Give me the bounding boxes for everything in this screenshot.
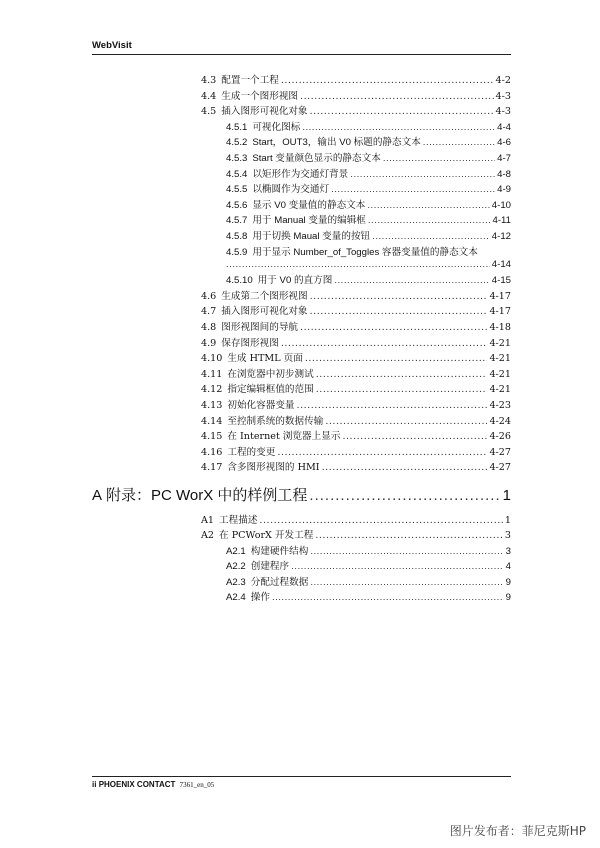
toc-entry-page: 4-21 (489, 337, 511, 349)
toc-leader-dots (305, 353, 488, 365)
header-rule (92, 54, 511, 55)
toc-entry-title: 分配过程数据 (250, 576, 309, 588)
toc-leader-dots (277, 447, 487, 459)
toc-entry-number: 4.5.9 (226, 246, 248, 258)
footer-company: PHOENIX CONTACT (98, 780, 176, 789)
toc-entry-title: 指定编辑框值的范围 (227, 384, 314, 396)
toc-entry-page: 4-2 (495, 75, 511, 86)
toc-entry-page: 4-4 (497, 121, 511, 133)
toc-entry[interactable] (201, 384, 511, 396)
toc-leader-dots (322, 462, 488, 474)
toc-entry-page: 4-9 (497, 184, 511, 196)
toc-entry[interactable] (226, 275, 511, 287)
appendix-page: 1 (502, 487, 511, 504)
toc-entry-page: 4-3 (495, 106, 511, 118)
toc-entry-number: A2 (201, 530, 215, 542)
toc-entry-number: 4.10 (201, 353, 223, 365)
toc-entry-title: 工程的变更 (227, 446, 276, 458)
toc-leader-dots (310, 106, 494, 118)
watermark: 图片发布者：菲尼克斯HP (449, 824, 586, 838)
toc-entry[interactable] (201, 291, 511, 303)
toc-entry[interactable] (226, 546, 511, 558)
toc-entry-number: 4.8 (201, 322, 217, 333)
toc-entry-title: 构建硬件结构 (250, 545, 309, 557)
toc-entry-title: 初始化容器变量 (227, 400, 295, 411)
footer-page-label: ii (92, 780, 97, 789)
toc-leader-dots (310, 291, 488, 303)
toc-entry-number: A2.4 (226, 592, 246, 603)
toc-entry-page: 4 (505, 561, 511, 573)
toc-entry-title: 在 PCWorX 开发工程 (219, 530, 314, 542)
toc-leader-dots (272, 592, 504, 604)
toc-entry[interactable] (201, 369, 511, 381)
toc-entry[interactable] (201, 91, 511, 103)
toc-entry-number: 4.5.8 (226, 231, 248, 242)
toc-entry-title: 至控制系统的数据传输 (227, 415, 324, 427)
toc-entry-title: 生成第二个图形视图 (221, 290, 308, 302)
toc-entry-page: 4-27 (489, 446, 511, 458)
toc-leader-dots (383, 153, 495, 165)
toc-entry-number: 4.17 (201, 462, 223, 474)
toc-entry-page: 4-23 (489, 400, 511, 411)
toc-entry[interactable] (226, 231, 511, 243)
toc-entry[interactable] (226, 122, 511, 134)
toc-entry-title: 在 Internet 浏览器上显示 (227, 431, 341, 443)
appendix-title: 附录：PC WorX 中的样例工程 (106, 487, 308, 504)
toc-leader-dots (226, 259, 490, 271)
toc-entry-title: 可视化图标 (252, 121, 301, 133)
toc-leader-dots (300, 91, 494, 103)
toc-entry-page: 4-7 (497, 153, 511, 164)
toc-entry-page: 4-24 (489, 415, 511, 427)
toc-entry-number: 4.4 (201, 90, 217, 102)
toc-entry-page: 4-21 (489, 368, 511, 380)
toc-entry-title: 用于 Manual 变量的编辑框 (252, 215, 366, 227)
toc-entry[interactable] (201, 338, 511, 350)
toc-leader-dots (372, 231, 490, 243)
toc-leader-dots (367, 200, 489, 212)
toc-entry-number: A1 (201, 515, 215, 526)
toc-entry-number: 4.12 (201, 384, 223, 396)
toc-entry[interactable] (226, 169, 511, 181)
toc-entry-number: 4.5.5 (226, 184, 248, 196)
toc-entry-title: 操作 (250, 592, 270, 603)
toc-leader-dots (368, 215, 491, 227)
toc-entry[interactable] (226, 592, 511, 604)
toc-entry-number: 4.5.6 (226, 199, 248, 211)
toc-entry[interactable] (226, 215, 511, 227)
toc-leader-dots (310, 546, 503, 558)
toc-entry-number: 4.5 (201, 106, 217, 118)
toc-entry-title: 创建程序 (250, 561, 290, 573)
toc-entry-title: 用于 V0 的直方图 (257, 275, 333, 287)
toc-leader-dots (423, 137, 495, 149)
toc-entry[interactable] (201, 322, 511, 334)
toc-entry[interactable] (201, 515, 511, 527)
page-footer (92, 780, 214, 789)
toc-entry-page: 4-12 (491, 231, 511, 242)
toc-entry-title: 用于切换 Maual 变量的按钮 (252, 231, 371, 242)
toc-entry-title: 保存图形视图 (221, 337, 279, 349)
toc-leader-dots (310, 577, 503, 589)
toc-leader-dots (315, 530, 503, 542)
toc-entry-page: 4-21 (489, 384, 511, 396)
toc-entry-title: Start，OUT3，输出 V0 标题的静态文本 (252, 137, 421, 149)
toc-entry-title: 用于显示 Number_of_Toggles 容器变量值的静态文本 (252, 246, 478, 258)
toc-leader-dots (325, 416, 487, 428)
toc-leader-dots (309, 487, 500, 505)
toc-entry-number: A2.2 (226, 561, 246, 573)
toc-entry[interactable] (226, 184, 511, 196)
toc-entry-page: 4-18 (489, 322, 511, 333)
toc-entry[interactable] (201, 530, 511, 542)
toc-entry-number: A2.1 (226, 545, 246, 557)
toc-entry[interactable] (201, 431, 511, 443)
toc-entry[interactable] (226, 247, 511, 259)
toc-entry[interactable] (226, 577, 511, 589)
toc-entry-title: 工程描述 (219, 515, 258, 526)
toc-entry-number: 4.9 (201, 337, 217, 349)
toc-entry-number: 4.14 (201, 415, 223, 427)
toc-entry[interactable] (201, 462, 511, 474)
toc-entry[interactable] (201, 106, 511, 118)
toc-leader-dots (350, 169, 495, 181)
toc-entry[interactable] (226, 561, 511, 573)
toc-entry-title: 在浏览器中初步测试 (227, 368, 314, 380)
toc-entry-number: 4.5.10 (226, 275, 253, 287)
toc-entry-page: 1 (504, 515, 511, 526)
toc-entry-page: 9 (505, 592, 511, 603)
toc-entry-continuation (226, 259, 511, 271)
toc-entry-title: 生成 HTML 页面 (227, 353, 303, 365)
toc-leader-dots (259, 515, 502, 527)
toc-leader-dots (281, 75, 494, 87)
toc-entry[interactable] (226, 137, 511, 149)
appendix-letter: A (92, 487, 103, 504)
toc-entry-title: 插入图形可视化对象 (221, 306, 308, 318)
toc-entry-page: 4-11 (492, 215, 511, 227)
toc-entry-number: 4.15 (201, 431, 223, 443)
toc-entry-number: 4.5.7 (226, 215, 248, 227)
toc-entry-title: 以矩形作为交通灯背景 (252, 168, 349, 180)
appendix-heading[interactable] (92, 487, 511, 505)
toc-entry-page: 3 (504, 530, 511, 542)
toc-entry-page: 4-14 (491, 258, 511, 270)
toc-entry-number: 4.7 (201, 306, 217, 318)
toc-leader-dots (316, 384, 488, 396)
toc-entry-page: 9 (505, 576, 511, 588)
toc-leader-dots (300, 322, 487, 334)
toc-entry-title: 配置一个工程 (221, 75, 279, 86)
toc-entry[interactable] (201, 400, 511, 412)
toc-entry-page: 4-8 (497, 168, 511, 180)
toc-entry-page: 4-26 (489, 431, 511, 443)
toc-leader-dots (297, 400, 488, 412)
footer-rule (92, 776, 511, 777)
toc-entry-page: 4-15 (491, 275, 511, 287)
toc-entry-number: 4.6 (201, 290, 217, 302)
toc-entry-number: 4.5.1 (226, 121, 248, 133)
toc-entry[interactable] (201, 447, 511, 459)
toc-entry-number: 4.5.4 (226, 168, 248, 180)
toc-entry[interactable] (226, 153, 511, 165)
toc-leader-dots (291, 561, 504, 573)
toc-leader-dots (310, 306, 488, 318)
toc-entry-page: 4-6 (497, 137, 511, 149)
toc-entry-number: 4.11 (201, 368, 223, 380)
footer-doc-code: 7361_en_05 (179, 781, 215, 789)
toc-entry-page: 4-17 (489, 290, 511, 302)
running-header-title: WebVisit (92, 40, 132, 51)
toc-entry[interactable] (201, 416, 511, 428)
toc-entry-number: 4.3 (201, 75, 217, 86)
toc-entry[interactable] (226, 200, 511, 212)
toc-leader-dots (302, 122, 495, 134)
toc-entry-page: 3 (505, 545, 511, 557)
toc-entry-title: 图形视图间的导航 (221, 322, 299, 333)
toc-entry-title: 以椭圆作为交通灯 (252, 184, 330, 196)
toc-leader-dots (316, 369, 488, 381)
toc-entry-number: 4.5.3 (226, 153, 248, 164)
toc-entry-number: 4.13 (201, 400, 223, 411)
toc-entry[interactable] (201, 75, 511, 87)
toc-leader-dots (334, 275, 489, 287)
toc-entry-number: 4.16 (201, 446, 223, 458)
toc-entry-title: Start 变量颜色显示的静态文本 (252, 153, 381, 164)
toc-entry[interactable] (201, 353, 511, 365)
toc-entry-title: 插入图形可视化对象 (221, 106, 308, 118)
toc-entry-page: 4-17 (489, 306, 511, 318)
toc-entry-page: 4-27 (489, 462, 511, 474)
toc-leader-dots (281, 338, 488, 350)
toc-leader-dots (331, 184, 495, 196)
toc-entry-number: A2.3 (226, 576, 246, 588)
toc-entry-page: 4-10 (491, 199, 511, 211)
toc-entry-title: 含多图形视图的 HMI (227, 462, 320, 474)
toc-leader-dots (342, 431, 487, 443)
toc-entry-number: 4.5.2 (226, 137, 248, 149)
toc-entry[interactable] (201, 306, 511, 318)
toc-entry-page: 4-3 (495, 90, 511, 102)
toc-entry-title: 生成一个图形视图 (221, 90, 299, 102)
toc-entry-page: 4-21 (489, 353, 511, 365)
toc-entry-title: 显示 V0 变量值的静态文本 (252, 199, 366, 211)
